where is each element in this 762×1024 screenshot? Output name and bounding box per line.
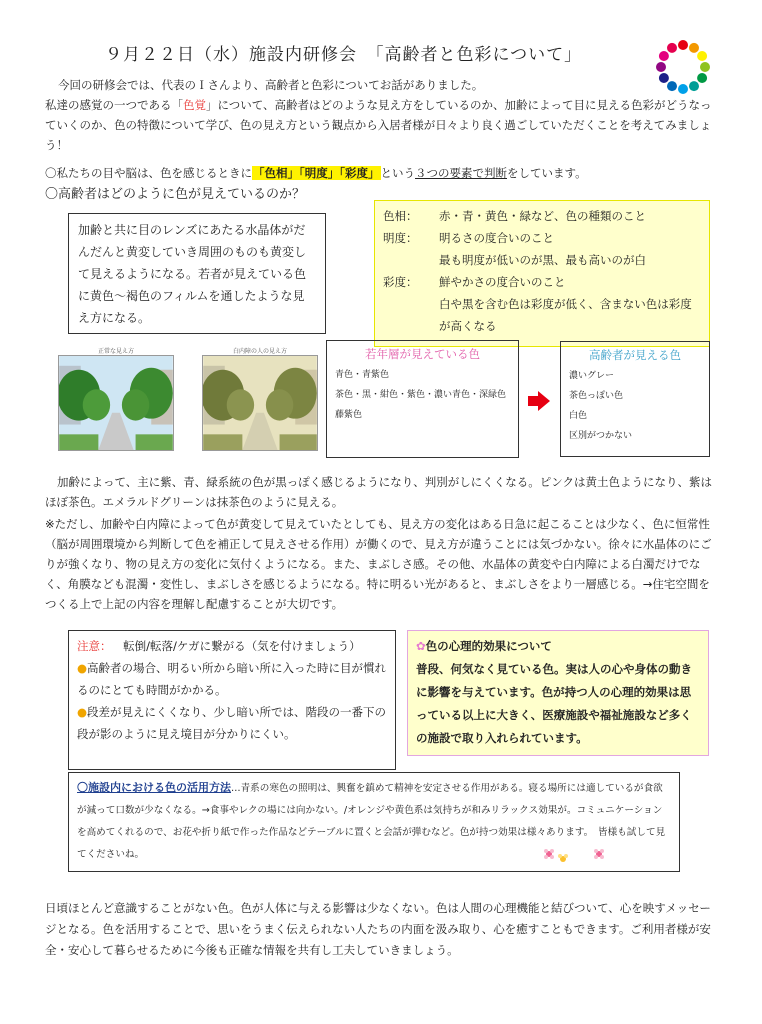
saturation-term: 彩度：	[383, 275, 418, 289]
caution-header	[77, 635, 387, 657]
color-wheel-dot	[689, 43, 699, 53]
color-wheel-dot	[656, 62, 666, 72]
bullet-icon: ●	[77, 661, 88, 675]
cataract-view-photo-block	[202, 344, 318, 455]
question-heading: 〇高齢者はどのように色が見えているのか？	[45, 187, 306, 202]
elements-sentence: 〇私たちの目や脳は、色を感じるときに「色相」「明度」「彩度」という３つの要素で判断をしています。	[45, 166, 587, 180]
psych-heading: 色の心理的効果について	[425, 639, 552, 653]
young-color-item: 藤紫色	[335, 410, 363, 420]
intro-paragraph: 私達の感覚の一つである「色覚」について、高齢者はどのような見え方をしているのか、加齢によって目に見える色彩がどうなっていくのか、色の特徴について学び、色の見え方という観点から入居者様が日々より良く過ごしていただくことを考えてみましょう！	[45, 98, 712, 152]
aging-effects-paragraph: 加齢によって、主に紫、青、緑系統の色が黒っぽく感じるようになり、判別がしにくくなる。ピンクは黄土色ようになり、紫はほぼ茶色。エメラルドグリーンは抹茶色のように見える。	[45, 475, 713, 509]
lens-explanation-box	[68, 213, 326, 334]
lightness-row	[383, 227, 701, 249]
cataract-view-caption: 白内障の人の見え方	[232, 348, 287, 355]
flower-icon: ✿	[416, 639, 426, 653]
color-usage-box	[68, 772, 680, 872]
caution-label: 注意：	[77, 639, 112, 653]
color-usage-text: …青系の寒色の照明は、興奮を鎮めて精神を安定させる作用がある。寝る場所には適しているが食欲が減って口数が少なくなる。→食事やレクの場には向かない。/オレンジや黄色系は気持ちが和みリラックス効果が。コミュニケーションを高めてくれるので、お花や折り紙で作った作品などテーブルに置くと会話が弾むなど。色が持つ効果は様々あります。 皆様も試して見てくださいね。	[77, 783, 666, 860]
hue-row	[383, 205, 701, 227]
color-usage-heading: 〇施設内における色の活用方法	[77, 781, 231, 794]
cataract-note-paragraph: ※ただし、加齢や白内障によって色が黄変して見えていたとしても、見え方の変化はある日急に起こることは少なく、色に恒常性（脳が周囲環境から判断して色を補正して見えさせる作用）が働くので、見え方が違うことには気づかない。徐々に水晶体のにごりが強くなり、物の見え方の変化に気付くようになる。また、まぶしさ感。その他、水晶体の黄変や白内障による白濁だけでなく、角膜なども混濁・変性し、まぶしさを感じるようになる。特に明るい光があると、まぶしさをより一層感じる。→住宅空間をつくる上で上記の内容を理解し配慮することが大切です。	[45, 517, 712, 611]
intro-line: 今回の研修会では、代表のＩさんより、高齢者と色彩についてお話がありました。	[58, 78, 484, 92]
lens-explanation-text: 加齢と共に目のレンズにあたる水晶体がだんだんと黄変していき周囲のものも黄変して見えるようになる。若者が見えている色に黄色〜褐色のフィルムを通したような見え方になる。	[78, 223, 307, 325]
caution-bullet-2: ●段差が見えにくくなり、少し暗い所では、階段の一番下の段が影のように見え境目が分かりにくい。	[77, 705, 387, 741]
normal-view-caption: 正常な見え方	[97, 348, 134, 355]
saturation-row	[383, 271, 701, 293]
psych-heading-row	[416, 635, 700, 658]
young-colors-heading: 若年層が見えている色	[365, 347, 480, 361]
elderly-color-item: 白色	[569, 411, 588, 421]
cataract-view-photo	[202, 355, 318, 451]
caution-box	[68, 630, 396, 770]
elderly-color-item: 茶色っぽい色	[569, 391, 624, 401]
young-color-item: 茶色・黒・紺色・紫色・濃い青色・深緑色	[335, 390, 507, 400]
caution-text: 転倒/転落/ケガに繋がる（気を付けましょう）	[123, 639, 361, 653]
lightness-term: 明度：	[383, 231, 418, 245]
bullet-icon: ●	[77, 705, 88, 719]
psych-effects-box	[407, 630, 709, 756]
normal-view-photo-block	[58, 344, 174, 455]
lightness-desc-2: 最も明度が低いのが黒、最も高いのが白	[439, 253, 646, 267]
color-wheel-dot	[659, 51, 669, 61]
hue-term: 色相：	[383, 209, 418, 223]
elderly-colors-heading: 高齢者が見える色	[589, 348, 681, 362]
color-wheel-dot	[678, 40, 688, 50]
lightness-desc: 明るさの度合いのこと	[439, 231, 554, 245]
color-wheel-dot	[697, 51, 707, 61]
normal-view-photo	[58, 355, 174, 451]
flowers-icon	[541, 847, 611, 865]
color-wheel-dot	[700, 62, 710, 72]
psych-text: 普段、何気なく見ている色。実は人の心や身体の動きに影響を与えています。色が持つ人の心理的効果は思っている以上に大きく、医療施設や福祉施設など多くの施設で取り入れられています。	[416, 662, 692, 745]
caution-bullet-1: ●高齢者の場合、明るい所から暗い所に入った時に目が慣れるのにとても時間がかかる。	[77, 661, 387, 697]
page-title: ９月２２日（水）施設内研修会 「高齢者と色彩について」	[105, 45, 583, 65]
definitions-box	[374, 200, 710, 347]
saturation-desc: 鮮やかさの度合いのこと	[439, 275, 566, 289]
young-color-item: 青色・青紫色	[335, 370, 390, 380]
elderly-colors-box	[560, 341, 710, 457]
elderly-color-item: 濃いグレー	[569, 371, 615, 381]
arrow-right-icon	[528, 391, 550, 411]
closing-paragraph: 日頃ほとんど意識することがない色。色が人体に与える影響は少なくない。色は人間の心理機能と結びついて、心を映すメッセージとなる。色を活用することで、思いをうまく伝えられない人たちの内面を汲み取り、心を癒すこともできます。ご利用者様が安全・安心して暮らせるために今後も正確な情報を共有し工夫していきましょう。	[45, 901, 711, 957]
saturation-desc-2: 白や黒を含む色は彩度が低く、含まない色は彩度が高くなる	[439, 297, 692, 333]
color-wheel-dot	[667, 43, 677, 53]
young-colors-box	[326, 340, 519, 458]
hue-desc: 赤・青・黄色・緑など、色の種類のこと	[439, 209, 646, 223]
elderly-color-item: 区別がつかない	[569, 431, 633, 441]
